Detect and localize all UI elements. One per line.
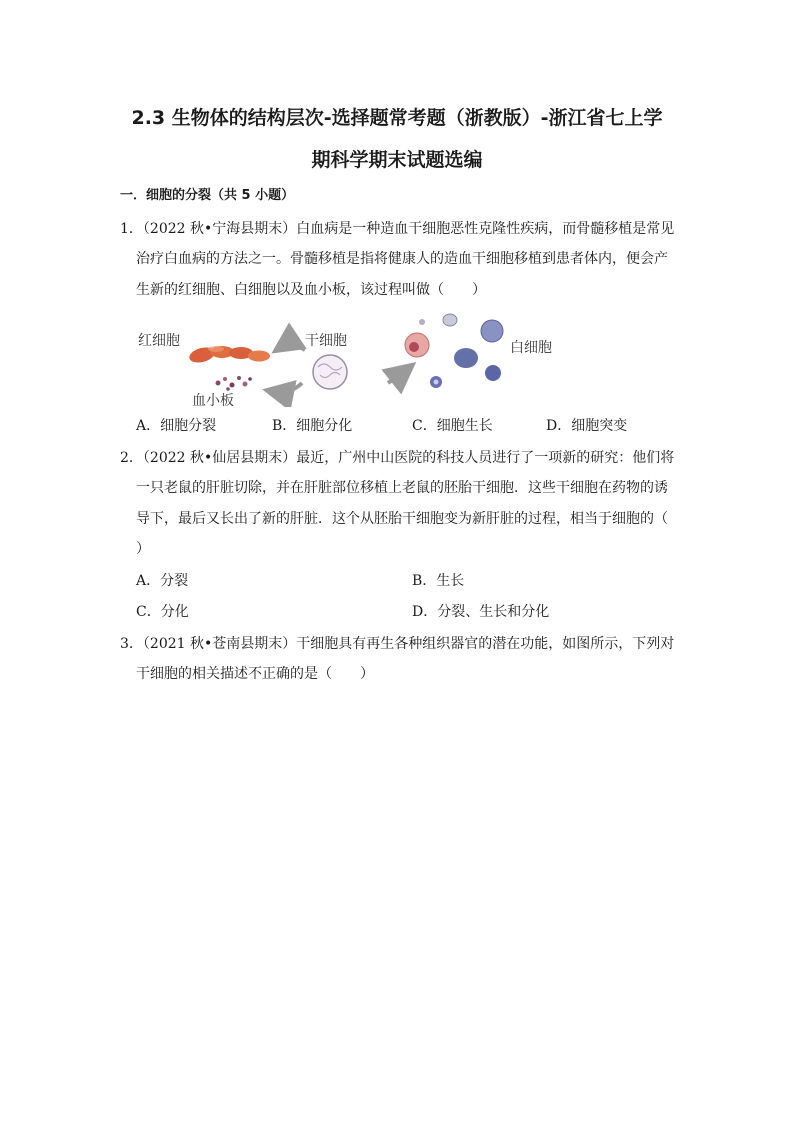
white-blood-cells [405,314,503,388]
q2-option-d[interactable]: D．分裂、生长和分化 [412,604,550,620]
q1-option-b[interactable]: B．细胞分化 [272,418,353,434]
label-platelet: 血小板 [192,393,234,409]
q2-option-a[interactable]: A．分裂 [136,573,189,589]
q1-line-3: 生新的红细胞、白细胞以及血小板，该过程叫做（ ） [136,282,486,298]
q2-line-3: 导下，最后又长出了新的肝脏．这个从胚胎干细胞变为新肝脏的过程，相当于细胞的（ [136,511,668,527]
section-heading: 一．细胞的分裂（共 5 小题） [120,188,295,203]
q2-option-b[interactable]: B．生长 [412,573,465,589]
platelets [216,376,252,391]
title-line-2: 期科学期末试题选编 [311,149,483,171]
title-line-1: 2.3 生物体的结构层次-选择题常考题（浙教版）-浙江省七上学 [131,107,663,129]
q2-option-c[interactable]: C．分化 [136,604,189,620]
q1-option-d[interactable]: D．细胞突变 [546,418,628,434]
q1-option-c[interactable]: C．细胞生长 [412,418,493,434]
stem-cell [313,355,347,389]
q1-option-a[interactable]: A．细胞分裂 [136,418,217,434]
document-title [100,96,694,186]
label-red-blood-cell: 红细胞 [138,333,180,349]
q3-line-1: 3．（2021 秋•苍南县期末）干细胞具有再生各种组织器官的潜在功能，如图所示，下列对 [120,636,675,652]
q3-line-2: 干细胞的相关描述不正确的是（ ） [136,666,374,682]
q1-line-1: 1．（2022 秋•宁海县期末）白血病是一种造血干细胞恶性克隆性疾病，而骨髓移植是常见 [120,221,675,237]
red-blood-cells [188,345,270,365]
q2-line-2: 一只老鼠的肝脏切除，并在肝脏部位移植上老鼠的胚胎干细胞．这些干细胞在药物的诱 [136,480,668,496]
label-stem-cell: 干细胞 [305,333,347,349]
q1-figure [130,305,580,407]
q2-line-4: ） [136,541,150,557]
label-white-blood-cell: 白细胞 [510,340,552,356]
q1-line-2: 治疗白血病的方法之一。骨髓移植是指将健康人的造血干细胞移植到患者体内，便会产 [136,251,668,267]
q2-line-1: 2．（2022 秋•仙居县期末）最近，广州中山医院的科技人员进行了一项新的研究：他们将 [120,450,675,466]
